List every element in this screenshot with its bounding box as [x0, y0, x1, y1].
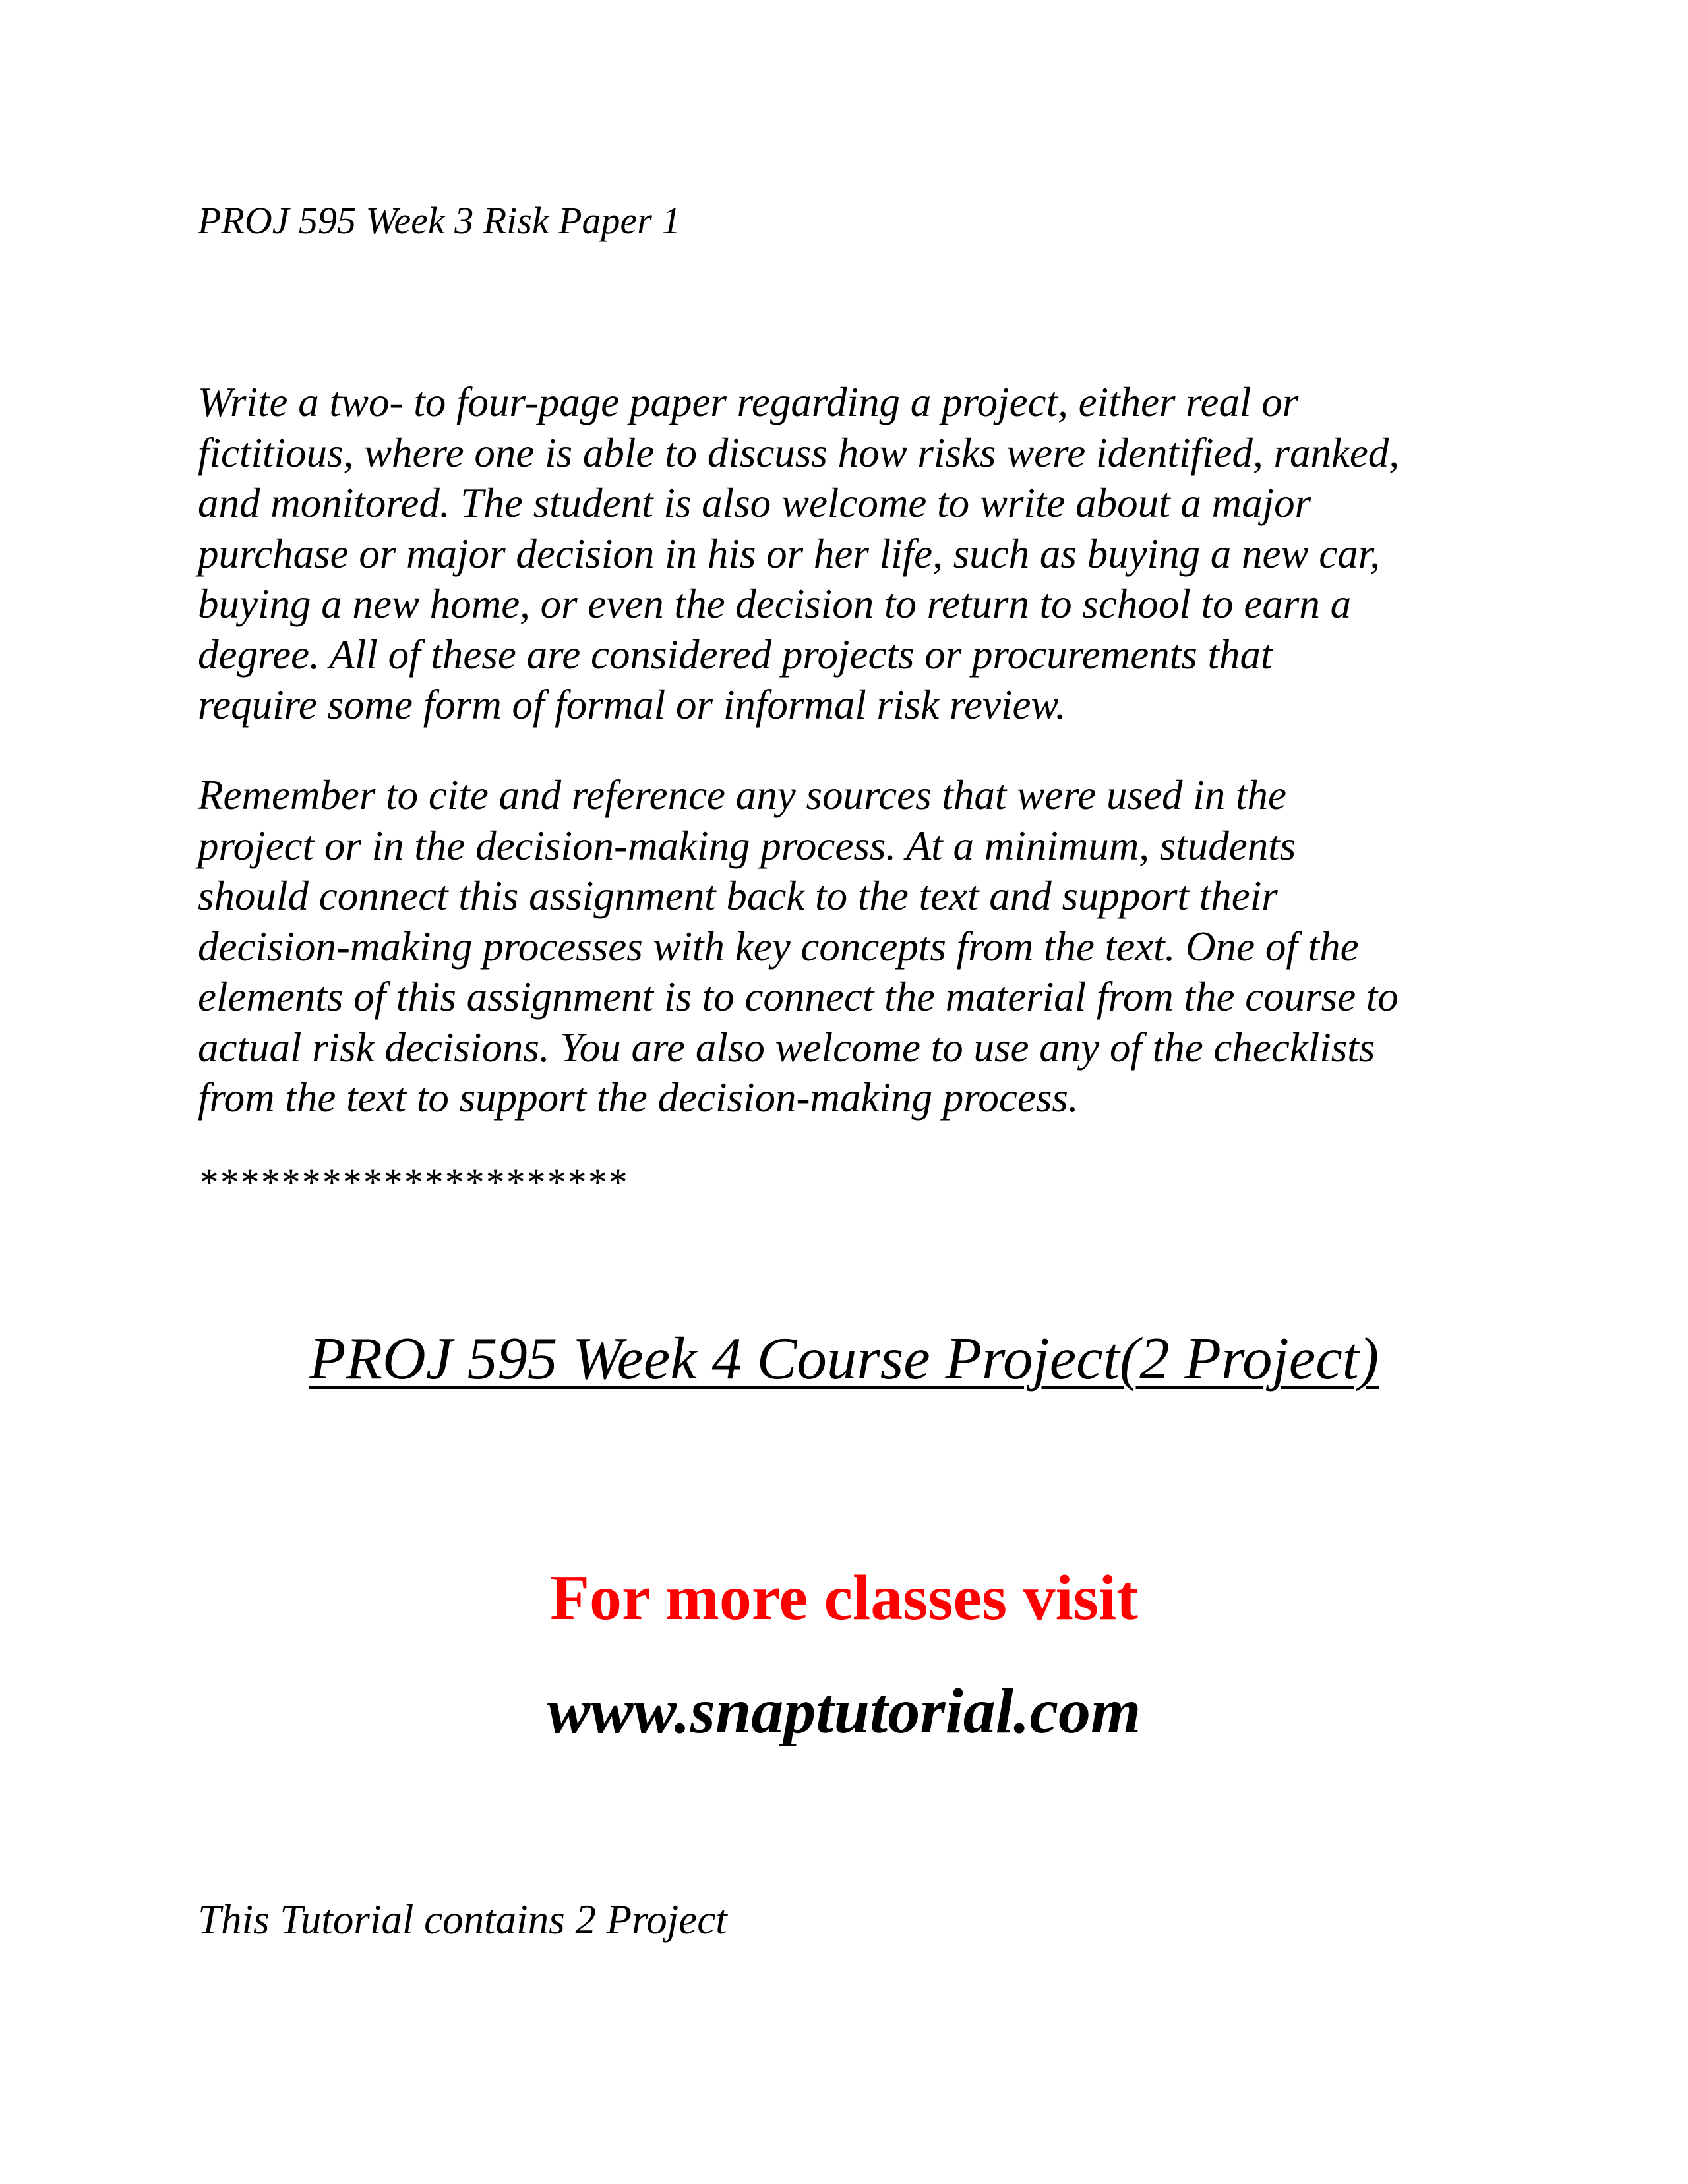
paragraph-line: fictitious, where one is able to discuss how risks were identified, ranked,: [198, 429, 1400, 476]
separator: *********************: [198, 1161, 627, 1204]
paragraph-line: from the text to support the decision-making process.: [198, 1075, 1079, 1121]
paragraph-line: Remember to cite and reference any sources that were used in the: [198, 772, 1286, 818]
paragraph-line: elements of this assignment is to connect the material from the course to: [198, 974, 1399, 1020]
paragraph-line: Write a two- to four-page paper regarding a project, either real or: [198, 379, 1299, 425]
paragraph-line: should connect this assignment back to the text and support their: [198, 873, 1278, 919]
paragraph-line: purchase or major decision in his or her life, such as buying a new car,: [198, 530, 1381, 577]
paragraph-line: and monitored. The student is also welcome to write about a major: [198, 480, 1311, 526]
paragraph-line: require some form of formal or informal risk review.: [198, 682, 1066, 728]
promo-title: For more classes visit: [550, 1562, 1138, 1634]
paragraph-line: actual risk decisions. You are also welcome to use any of the checklists: [198, 1024, 1375, 1071]
section-heading: PROJ 595 Week 3 Risk Paper 1: [198, 199, 681, 242]
promo-url: www.snaptutorial.com: [547, 1676, 1141, 1747]
paragraph-line: buying a new home, or even the decision to return to school to earn a: [198, 581, 1352, 627]
course-title-link[interactable]: PROJ 595 Week 4 Course Project(2 Project): [309, 1325, 1379, 1392]
paragraph-line: degree. All of these are considered projects or procurements that: [198, 631, 1273, 678]
paragraph-assignment: [198, 377, 1517, 730]
paragraph-line: decision-making processes with key concepts from the text. One of the: [198, 923, 1359, 970]
paragraph-citation: [198, 770, 1517, 1123]
tutorial-note: This Tutorial contains 2 Project: [198, 1897, 727, 1943]
paragraph-line: project or in the decision-making process. At a minimum, students: [198, 822, 1296, 869]
